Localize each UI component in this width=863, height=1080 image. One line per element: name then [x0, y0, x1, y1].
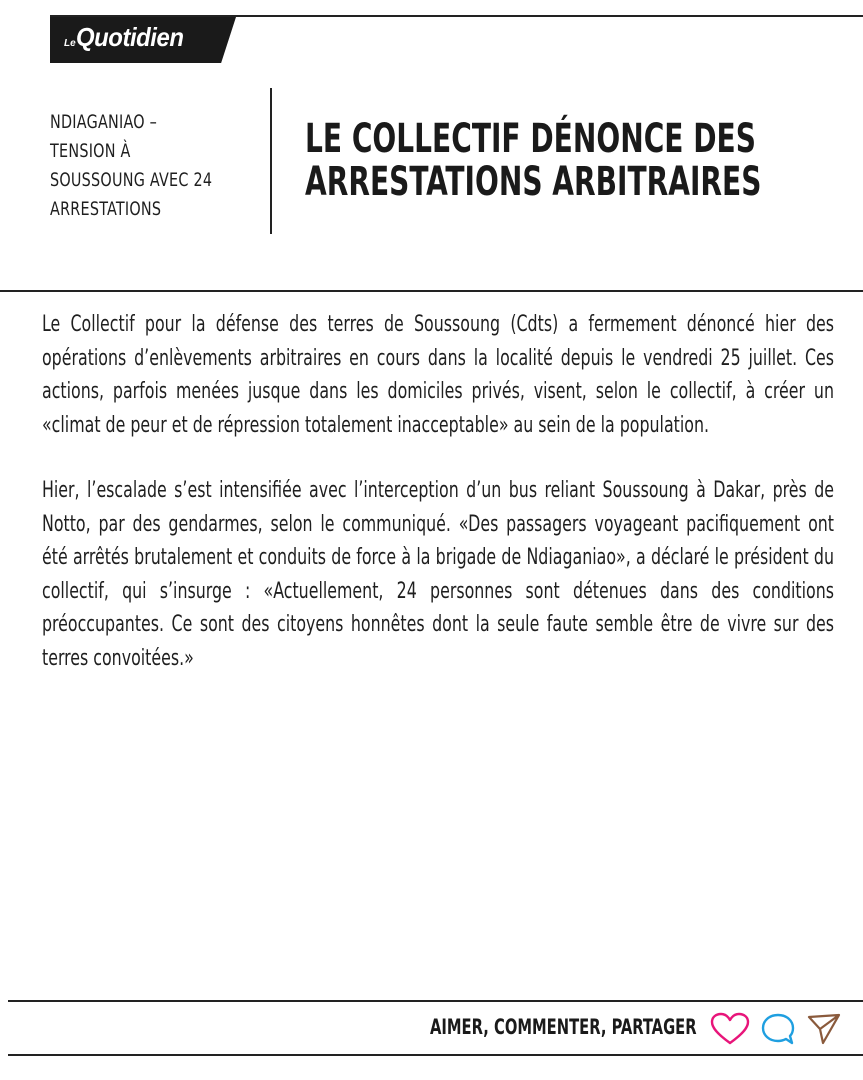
social-call-to-action: AIMER, COMMENTER, PARTAGER	[430, 1015, 697, 1039]
header-divider	[270, 88, 272, 234]
article-paragraph-1: Le Collectif pour la défense des terres de Soussoung (Cdts) a fermement dénoncé hier des opérations d’enlèvements arbitraires en cours dans la localité depuis le vendredi 25 juillet. Ces actions, parfois menées jusque dans les domiciles privés, visent, selon le collectif, à créer un «climat de peur et de répression totalement inacceptable» au sein de la population.	[42, 312, 834, 438]
heart-icon[interactable]	[710, 1012, 750, 1046]
footer-top-rule	[8, 1000, 863, 1002]
logo-prefix: Le	[64, 38, 76, 49]
article-headline: LE COLLECTIF DÉNONCE DES ARRESTATIONS ARBITRAIRES	[305, 116, 762, 205]
header-bottom-rule	[0, 290, 863, 292]
logo-name: Quotidien	[76, 22, 184, 52]
top-rule	[50, 15, 863, 17]
article-paragraph-2: Hier, l’escalade s’est intensifiée avec l’interception d’un bus reliant Soussoung à Dakar, près de Notto, par des gendarmes, selon le communiqué. «Des passagers voyageant pacifiquement ont été arrêtés brutalement et conduits de force à la brigade de Ndiaganiao», a déclaré le président du collectif, qui s’insurge : «Actuellement, 24 personnes sont détenues dans des conditions préoccupantes. Ce sont des citoyens honnêtes dont la seule faute semble être de vivre sur des terres convoitées.»	[42, 478, 834, 671]
article-body	[42, 308, 834, 707]
comment-icon[interactable]	[760, 1012, 800, 1046]
send-icon[interactable]	[805, 1012, 845, 1046]
footer-bottom-rule	[8, 1054, 863, 1056]
article-kicker: NDIAGANIAO – TENSION À SOUSSOUNG AVEC 24 ARRESTATIONS	[50, 111, 213, 220]
